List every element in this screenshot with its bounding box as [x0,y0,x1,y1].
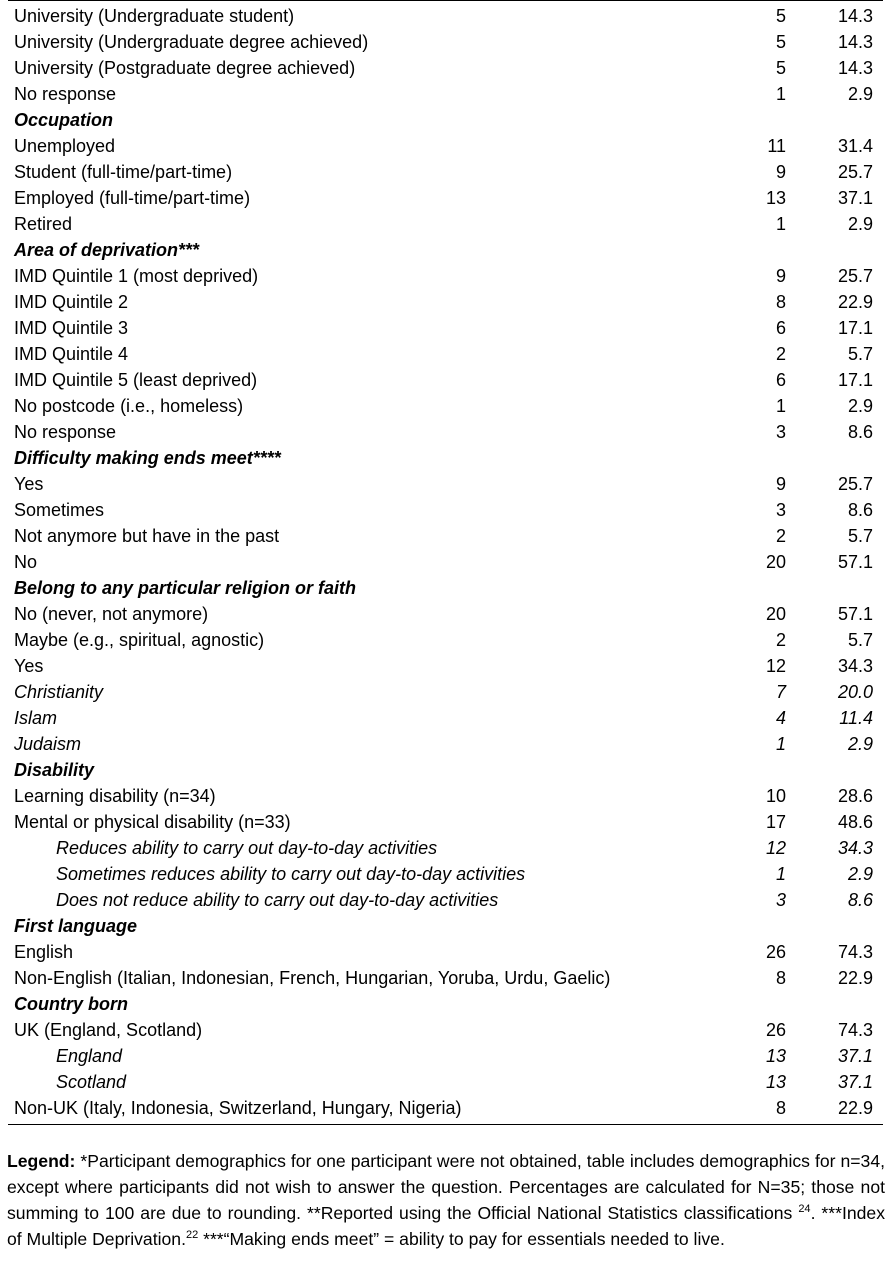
table-row [8,549,883,575]
row-label-cell: Judaism [14,734,82,754]
table-row [8,1095,883,1121]
table-subrow [8,1043,883,1069]
percent-cell: 5.7 [847,344,873,364]
row-label-cell: Disability [14,760,95,780]
row-label-cell: No response [14,422,117,442]
count-cell: 7 [775,682,786,702]
count-cell [698,445,786,471]
row-label-cell: No response [14,84,117,104]
table-row [8,1017,883,1043]
section-heading-row [8,991,883,1017]
table-row [8,133,883,159]
percent-cell [786,575,883,601]
row-label-cell: Reduces ability to carry out day-to-day activities [56,838,438,858]
table-row [8,523,883,549]
percent-cell: 17.1 [837,370,873,390]
legend-label: Legend: [7,1151,76,1171]
table-subrow [8,705,883,731]
table-bottom-rule [8,1124,883,1125]
percent-cell: 2.9 [847,734,873,754]
row-label-cell: Belong to any particular religion or faith [14,578,357,598]
percent-cell: 74.3 [837,1020,873,1040]
count-cell [698,107,786,133]
legend-reference-2: 22 [185,1229,199,1242]
table-row [8,653,883,679]
section-heading-row [8,107,883,133]
row-label-cell: Occupation [14,110,114,130]
count-cell: 6 [775,370,786,390]
percent-cell: 8.6 [847,422,873,442]
percent-cell: 5.7 [847,630,873,650]
count-cell: 6 [775,318,786,338]
percent-cell: 57.1 [837,552,873,572]
row-label-cell: Country born [14,994,128,1014]
count-cell [698,991,786,1017]
table-row [8,419,883,445]
row-label-cell: Area of deprivation*** [14,240,200,260]
count-cell: 5 [775,6,786,26]
count-cell: 8 [775,292,786,312]
row-label-cell: IMD Quintile 2 [14,292,129,312]
table-row [8,783,883,809]
row-label-cell: Islam [14,708,58,728]
percent-cell: 25.7 [837,162,873,182]
section-heading-row [8,757,883,783]
table-top-rule [8,0,883,1]
percent-cell: 28.6 [837,786,873,806]
row-label-cell: No [14,552,38,572]
percent-cell: 48.6 [837,812,873,832]
count-cell: 3 [775,890,786,910]
table-legend [7,1148,885,1252]
percent-cell: 14.3 [837,32,873,52]
table-row [8,367,883,393]
legend-text-part-1: *Participant demographics for one participant were not obtained, table includes demographics for n=34, except where participants did not wish to answer the question. Percentages are calculated for N=35; those not summing to 100 are due to rounding. **Reported using the Official National Statistics classifications [7,1151,885,1223]
percent-cell: 5.7 [847,526,873,546]
legend-reference-1: 24 [798,1203,811,1216]
row-label-cell: Student (full-time/part-time) [14,162,233,182]
row-label-cell: First language [14,916,138,936]
row-label-cell: England [56,1046,123,1066]
table-row [8,471,883,497]
count-cell: 9 [775,474,786,494]
percent-cell: 17.1 [837,318,873,338]
legend-text-part-2: . ***Index of Multiple Deprivation. [7,1203,885,1249]
count-cell: 8 [775,968,786,988]
table-row [8,315,883,341]
percent-cell: 22.9 [837,292,873,312]
row-label-cell: Learning disability (n=34) [14,786,216,806]
count-cell: 9 [775,266,786,286]
table-subrow [8,1069,883,1095]
count-cell: 20 [765,552,786,572]
percent-cell: 74.3 [837,942,873,962]
table-row [8,55,883,81]
row-label-cell: Yes [14,656,44,676]
percent-cell: 2.9 [847,84,873,104]
percent-cell [786,913,883,939]
table-row [8,627,883,653]
row-label-cell: Non-UK (Italy, Indonesia, Switzerland, Hungary, Nigeria) [14,1098,462,1118]
percent-cell: 31.4 [837,136,873,156]
row-label-cell: IMD Quintile 5 (least deprived) [14,370,258,390]
row-label-cell: University (Undergraduate student) [14,6,295,26]
section-heading-row [8,575,883,601]
table-row [8,809,883,835]
count-cell: 12 [765,656,786,676]
percent-cell [786,107,883,133]
count-cell: 2 [775,526,786,546]
table-row [8,159,883,185]
row-label-cell: English [14,942,74,962]
count-cell [698,913,786,939]
count-cell: 11 [767,136,786,156]
count-cell: 1 [775,84,786,104]
count-cell: 1 [775,396,786,416]
section-heading-row [8,445,883,471]
count-cell: 17 [765,812,786,832]
percent-cell [786,237,883,263]
percent-cell: 14.3 [837,58,873,78]
row-label-cell: No (never, not anymore) [14,604,209,624]
row-label-cell: Does not reduce ability to carry out day-to-day activities [56,890,499,910]
count-cell: 9 [775,162,786,182]
table-row [8,263,883,289]
percent-cell [786,757,883,783]
row-label-cell: Not anymore but have in the past [14,526,280,546]
row-label-cell: Christianity [14,682,104,702]
table-row [8,289,883,315]
table-subrow [8,861,883,887]
percent-cell: 34.3 [837,838,873,858]
percent-cell: 37.1 [837,1072,873,1092]
count-cell: 1 [775,734,786,754]
table-row [8,601,883,627]
row-label-cell: Yes [14,474,44,494]
table-subrow [8,731,883,757]
percent-cell: 57.1 [837,604,873,624]
percent-cell: 34.3 [837,656,873,676]
count-cell: 13 [765,1072,786,1092]
count-cell: 1 [775,214,786,234]
table-row [8,29,883,55]
section-heading-row [8,237,883,263]
count-cell [698,575,786,601]
row-label-cell: Maybe (e.g., spiritual, agnostic) [14,630,265,650]
percent-cell: 8.6 [847,500,873,520]
count-cell: 26 [765,1020,786,1040]
count-cell: 12 [765,838,786,858]
row-label-cell: Scotland [56,1072,127,1092]
count-cell: 20 [765,604,786,624]
table-row [8,341,883,367]
row-label-cell: IMD Quintile 1 (most deprived) [14,266,259,286]
count-cell [698,757,786,783]
table-subrow [8,679,883,705]
percent-cell [786,445,883,471]
row-label-cell: University (Postgraduate degree achieved) [14,58,356,78]
count-cell: 1 [775,864,786,884]
count-cell: 26 [765,942,786,962]
count-cell: 8 [775,1098,786,1118]
count-cell: 2 [775,630,786,650]
percent-cell: 25.7 [837,266,873,286]
percent-cell: 37.1 [837,188,873,208]
row-label-cell: Retired [14,214,73,234]
percent-cell: 2.9 [847,864,873,884]
table-row [8,497,883,523]
percent-cell: 2.9 [847,396,873,416]
row-label-cell: Sometimes reduces ability to carry out day-to-day activities [56,864,526,884]
count-cell: 3 [775,422,786,442]
row-label-cell: Unemployed [14,136,116,156]
row-label-cell: Difficulty making ends meet**** [14,448,281,468]
percent-cell: 11.4 [839,708,873,728]
row-label-cell: Mental or physical disability (n=33) [14,812,291,832]
count-cell: 13 [765,188,786,208]
percent-cell: 20.0 [837,682,873,702]
table-row [8,939,883,965]
count-cell: 3 [775,500,786,520]
row-label-cell: Employed (full-time/part-time) [14,188,251,208]
row-label-cell: Sometimes [14,500,105,520]
count-cell: 4 [775,708,786,728]
percent-cell: 14.3 [837,6,873,26]
percent-cell: 37.1 [837,1046,873,1066]
count-cell: 5 [775,58,786,78]
table-row [8,185,883,211]
row-label-cell: Non-English (Italian, Indonesian, French, Hungarian, Yoruba, Urdu, Gaelic) [14,968,611,988]
row-label-cell: No postcode (i.e., homeless) [14,396,244,416]
table-subrow [8,887,883,913]
row-label-cell: UK (England, Scotland) [14,1020,203,1040]
table-row [8,211,883,237]
percent-cell: 2.9 [847,214,873,234]
row-label-cell: IMD Quintile 4 [14,344,129,364]
percent-cell: 22.9 [837,968,873,988]
count-cell: 13 [765,1046,786,1066]
count-cell: 2 [775,344,786,364]
percent-cell [786,991,883,1017]
table-row [8,3,883,29]
legend-text-part-3: ***“Making ends meet” = ability to pay for essentials needed to live. [198,1229,725,1249]
row-label-cell: University (Undergraduate degree achieved) [14,32,369,52]
table-body [8,3,883,1121]
section-heading-row [8,913,883,939]
table-row [8,393,883,419]
percent-cell: 25.7 [837,474,873,494]
count-cell [698,237,786,263]
row-label-cell: IMD Quintile 3 [14,318,129,338]
table-row [8,81,883,107]
count-cell: 5 [775,32,786,52]
percent-cell: 8.6 [847,890,873,910]
table-row [8,965,883,991]
percent-cell: 22.9 [837,1098,873,1118]
count-cell: 10 [765,786,786,806]
table-subrow [8,835,883,861]
demographics-table [8,3,883,1121]
